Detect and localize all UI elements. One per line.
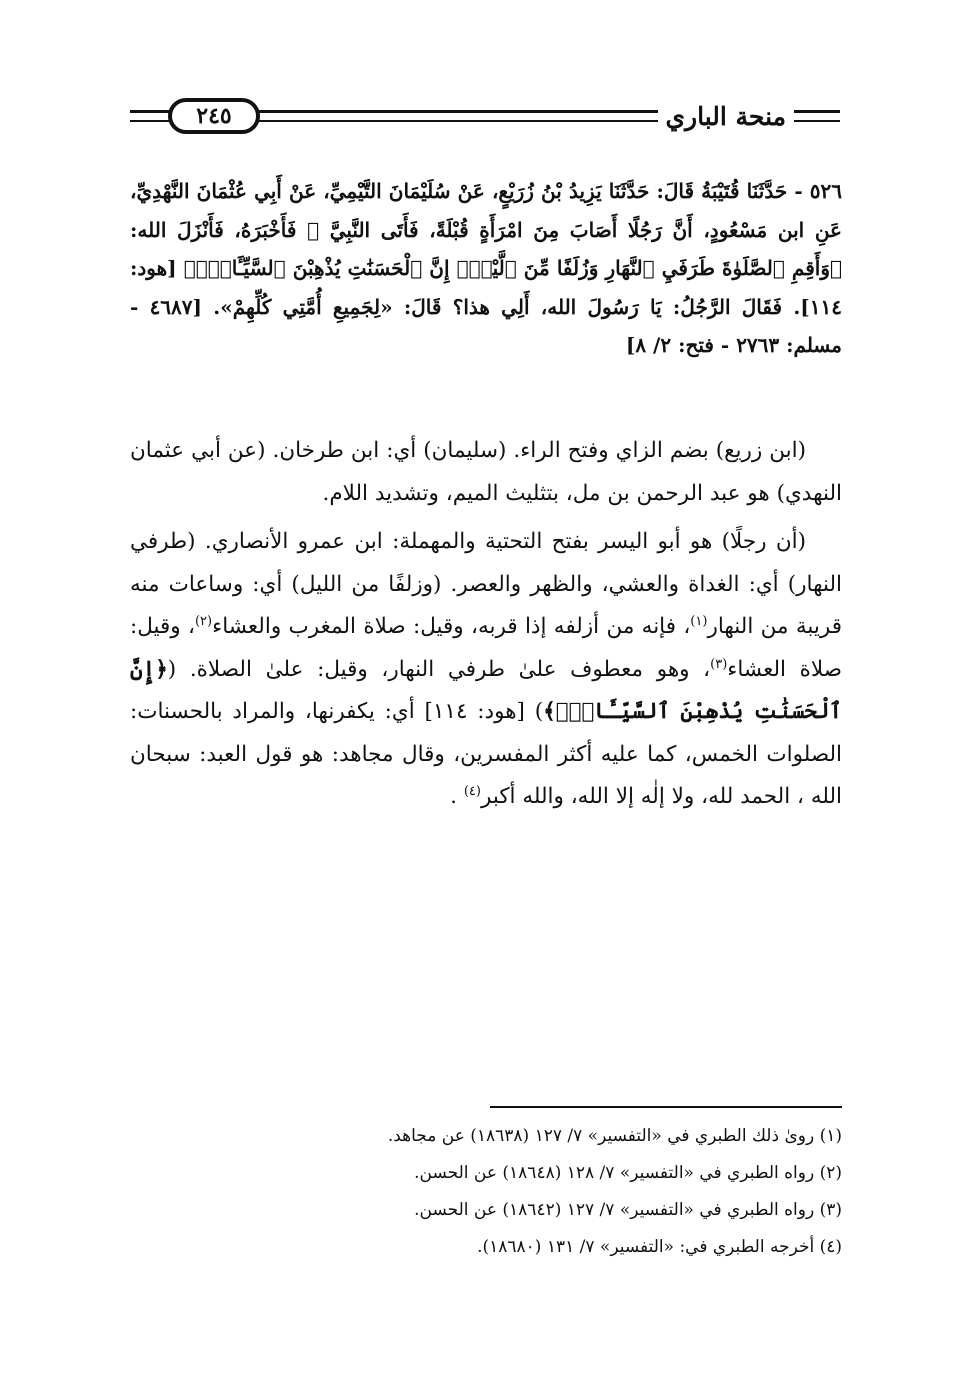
book-title: منحة الباري [665, 102, 786, 131]
commentary-paragraph-1: (ابن زريع) بضم الزاي وفتح الراء. (سليمان) أي: ابن طرخان. (عن أبي عثمان النهدي) هو عبد الرحمن بن مل، بتثليث الميم، وتشديد اللام. [130, 438, 842, 506]
quran-quote: ﴿إِنَّ ٱلْحَسَنَٰتِ يُذْهِبْنَ ٱلسَّيِّـَٔاتِۚ﴾ [130, 656, 842, 724]
footnote-3: (٣) رواه الطبري في «التفسير» ٧/ ١٢٧ (١٨٦٤٢) عن الحسن. [414, 1200, 842, 1220]
hadith-number: ٥٢٦ - [794, 179, 842, 203]
hadith-body: حَدَّثَنَا قُتَيْبَةُ قَالَ: حَدَّثَنَا يَزِيدُ بْنُ زُرَيْعٍ، عَنْ سُلَيْمَانَ التَّيْمِيِّ، عَنْ أَبِي عُثْمَانَ النَّهْدِيِّ، عَنِ ابن مَسْعُودٍ، أَنَّ رَجُلًا أَصَابَ مِنَ امْرَأَةٍ قُبْلَةً، فَأَتَى النَّبِيَّ ﷺ فَأَخْبَرَهُ، فَأَنْزَلَ الله: ﴿وَأَقِمِ ٱلصَّلَوٰةَ طَرَفَيِ ٱلنَّهَارِ وَزُلَفًا مِّنَ ٱلَّيْلِۚ إِنَّ ٱلْحَسَنَٰتِ يُذْهِبْنَ ٱلسَّيِّـَٔاتِۚ﴾ [هود: ١١٤]. فَقَالَ الرَّجُلُ: يَا رَسُولَ الله، أَلِي هذا؟ قَالَ: «لِجَمِيعِ أُمَّتِي كُلِّهِمْ». [٤٦٨٧ - مسلم: ٢٧٦٣ - فتح: ٢/ ٨] [130, 179, 842, 357]
header-rule [258, 110, 658, 122]
commentary-text: (أن رجلًا) هو أبو اليسر بفتح التحتية والمهملة: ابن عمرو الأنصاري. (طرفي النهار) أي: الغداة والعشي، والظهر والعصر. (وزلفًا من الليل) أي: وساعات منه قريبة من النهار [130, 529, 842, 639]
footnote-separator [490, 1106, 842, 1108]
footnote-ref-2[interactable]: (٢) [194, 613, 213, 629]
header-ornament-right [794, 110, 840, 122]
footnote-ref-1[interactable]: (١) [690, 613, 708, 629]
page-header [130, 96, 840, 138]
page-number: ٢٤٥ [168, 98, 260, 134]
commentary [130, 430, 842, 819]
commentary-text: ) [هود: ١١٤] أي: يكفرنها، والمراد بالحسنات: الصلوات الخمس، كما عليه أكثر المفسرين، وقال مجاهد: هو قول العبد: سبحان الله ، الحمد لله، ولا إلٰه إلا الله، والله أكبر [130, 699, 842, 809]
commentary-text: ، وهو معطوف علىٰ طرفي النهار، وقيل: علىٰ الصلاة. ( [167, 656, 711, 682]
footnote-ref-3[interactable]: (٣) [710, 656, 728, 672]
footnote-2: (٢) رواه الطبري في «التفسير» ٧/ ١٢٨ (١٨٦٤٨) عن الحسن. [414, 1163, 842, 1183]
hadith-text [130, 172, 842, 365]
commentary-paragraph-2 [130, 521, 842, 819]
footnote-4: (٤) أخرجه الطبري في: «التفسير» ٧/ ١٣١ (١٨٦٨٠). [477, 1237, 842, 1257]
commentary-text: ، فإنه من أزلفه إذا قربه، وقيل: صلاة المغرب والعشاء [212, 614, 691, 639]
footnote-1: (١) رویٰ ذلك الطبري في «التفسير» ٧/ ١٢٧ (١٨٦٣٨) عن مجاهد. [387, 1126, 842, 1146]
header-ornament-left [130, 110, 170, 122]
footnote-ref-4[interactable]: (٤) [463, 783, 481, 799]
commentary-text: ، وقيل: صلاة العشاء [130, 614, 842, 682]
footnotes [130, 1118, 842, 1266]
commentary-text: . [450, 784, 464, 809]
